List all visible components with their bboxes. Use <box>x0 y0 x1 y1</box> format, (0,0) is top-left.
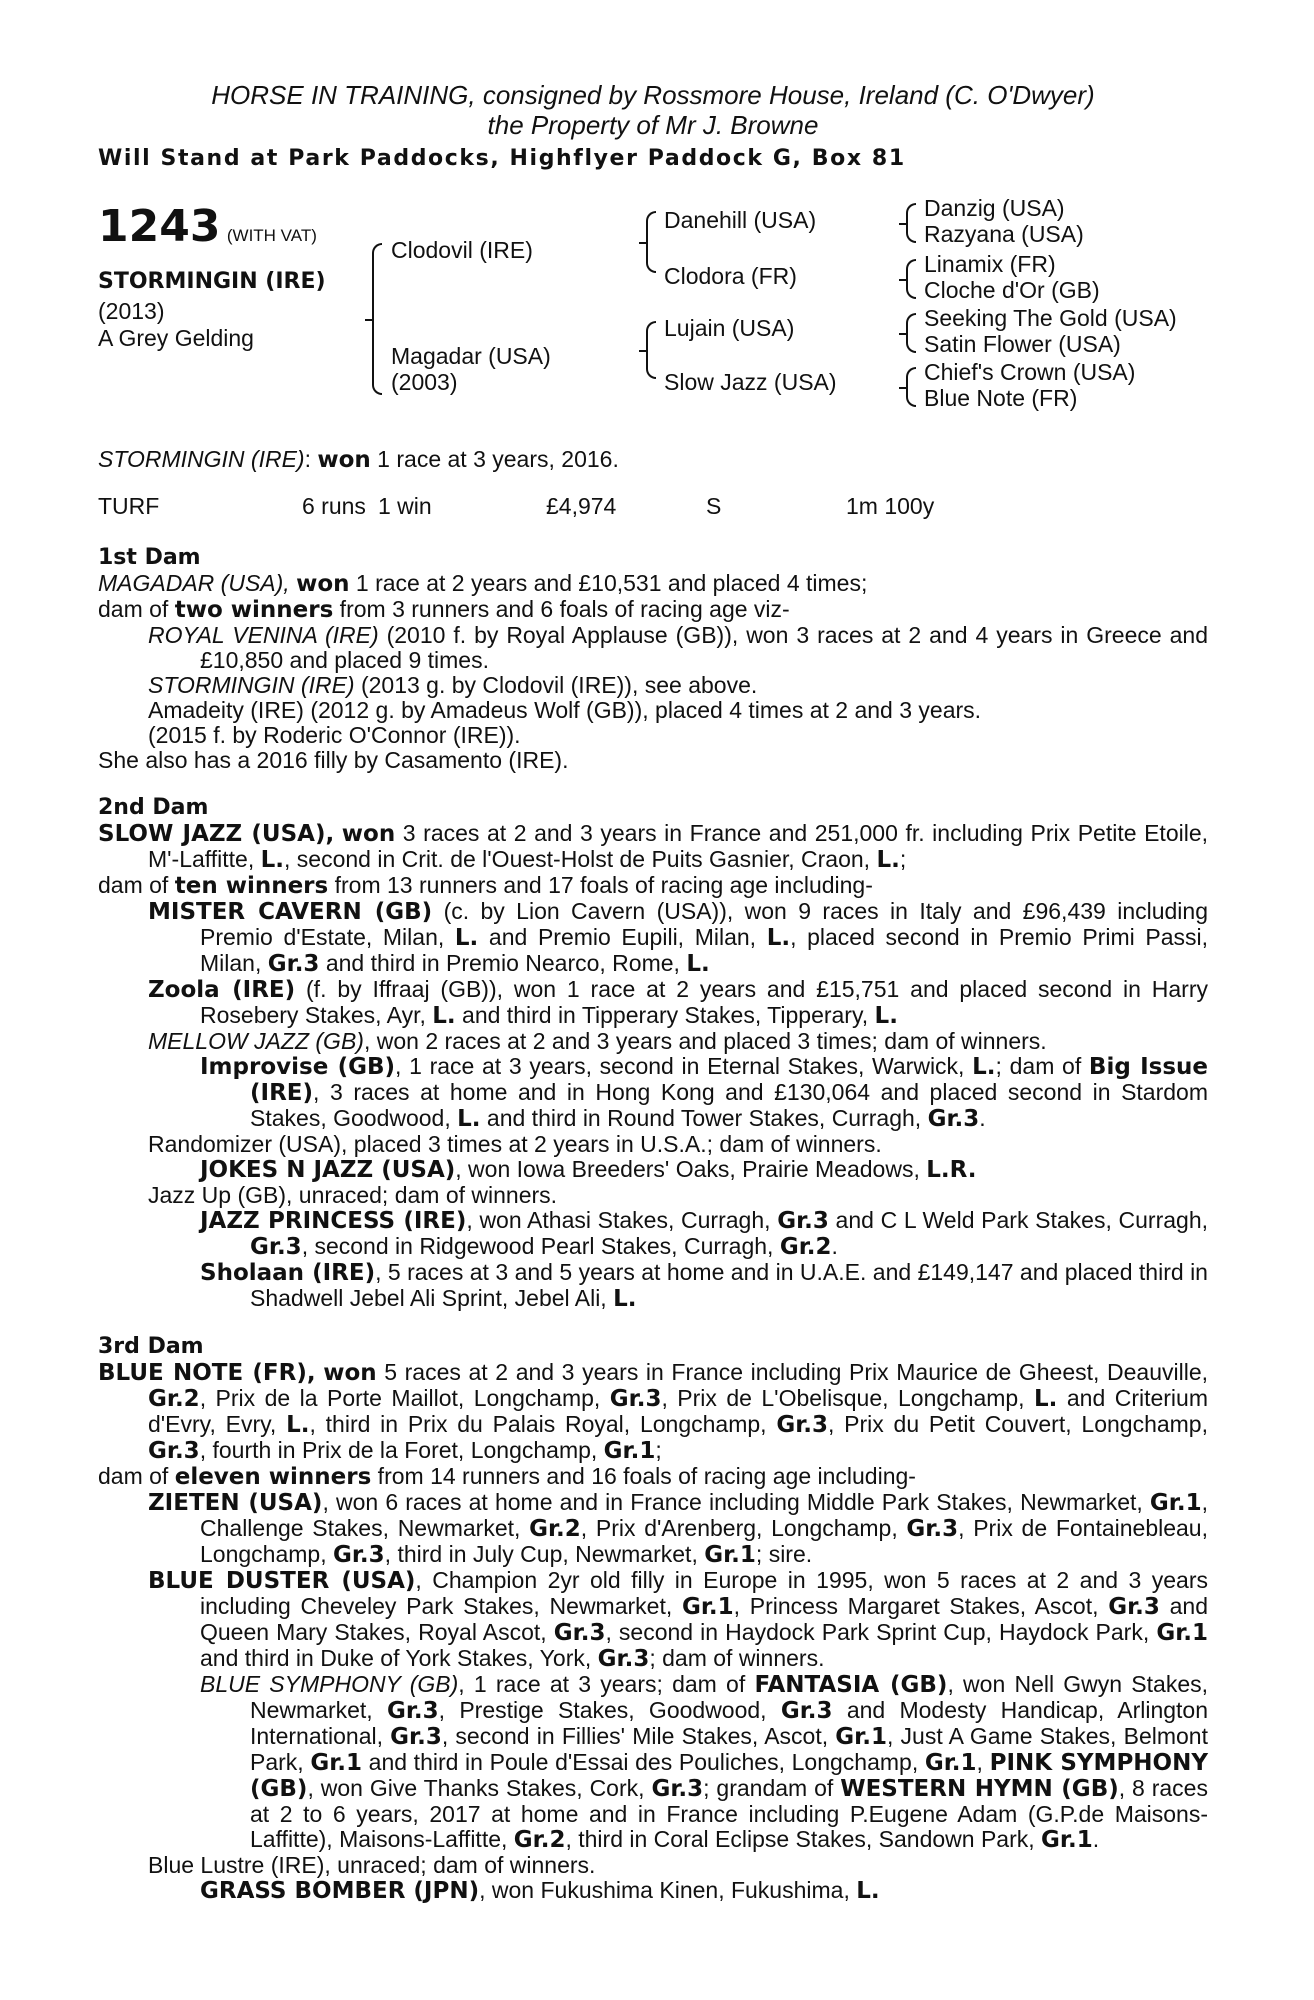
third-dam-heading: 3rd Dam <box>98 1334 204 1359</box>
pedigree-table <box>98 195 1208 441</box>
brace-ds <box>906 313 916 353</box>
race-summary: STORMINGIN (IRE): won 1 race at 3 years, 2016. <box>98 446 619 473</box>
progeny-amadeity: Amadeity (IRE) (2012 g. by Amadeus Wolf (GB)), placed 4 times at 2 and 3 years. <box>148 697 982 723</box>
horse-name: STORMINGIN (IRE) <box>98 269 326 294</box>
brace-main <box>372 243 382 395</box>
second-dam-heading: 2nd Dam <box>98 795 209 820</box>
progeny-sholaan: Sholaan (IRE), 5 races at 3 and 5 years at home and in U.A.E. and £149,147 and placed third in Shadwell Jebel Ali Sprint, Jebel Ali, L. <box>200 1259 1208 1312</box>
surface: TURF <box>98 493 160 519</box>
lot-heading <box>98 201 317 252</box>
first-dam-produce: dam of two winners from 3 runners and 6 foals of racing age viz- <box>98 596 790 623</box>
dam-sire: Lujain (USA) <box>664 315 795 341</box>
dam-dam-sire: Chief's Crown (USA) <box>924 359 1136 385</box>
progeny-blue-lustre: Blue Lustre (IRE), unraced; dam of winners. <box>148 1852 596 1878</box>
dam-dam-dam: Blue Note (FR) <box>924 385 1078 411</box>
dam-sire-dam: Satin Flower (USA) <box>924 331 1121 357</box>
catalogue-page <box>98 80 1208 1904</box>
progeny-zieten: ZIETEN (USA), won 6 races at home and in France including Middle Park Stakes, Newmarket, Gr.1, Challenge Stakes, Newmarket, Gr.2, Prix d'Arenberg, Longchamp, Gr.3, Prix de Fontainebleau, Longchamp, Gr.3, third in July Cup, Newmarket, Gr.1; sire. <box>148 1489 1208 1568</box>
progeny-improvise: Improvise (GB), 1 race at 3 years, second in Eternal Stakes, Warwick, L.; dam of Big Issue (IRE), 3 races at home and in Hong Kong and £130,064 and placed second in Stardom Stakes, Goodwood, L. and third in Round Tower Stakes, Curragh, Gr.3. <box>200 1053 1209 1132</box>
horse-year: (2013) <box>98 298 165 324</box>
brace-dam <box>646 321 656 379</box>
sire-dam: Clodora (FR) <box>664 263 797 289</box>
first-dam-record: MAGADAR (USA), won 1 race at 2 years and £10,531 and placed 4 times; <box>98 570 868 597</box>
sire-sire-dam: Razyana (USA) <box>924 221 1084 247</box>
brace-dd <box>906 367 916 407</box>
first-dam-heading: 1st Dam <box>98 545 201 570</box>
vat-note: (WITH VAT) <box>226 226 317 245</box>
third-dam-produce: dam of eleven winners from 14 runners and 16 foals of racing age including- <box>98 1463 916 1490</box>
dam-dam: Slow Jazz (USA) <box>664 369 837 395</box>
progeny-blue-duster: BLUE DUSTER (USA), Champion 2yr old filly in Europe in 1995, won 5 races at 2 and 3 years including Cheveley Park Stakes, Newmarket, Gr.1, Princess Margaret Stakes, Ascot, Gr.3 and Queen Mary Stakes, Royal Ascot, Gr.3, second in Haydock Park Sprint Cup, Haydock Park, Gr.1 and third in Duke of York Stakes, York, Gr.3; dam of winners. <box>148 1567 1209 1672</box>
progeny-blue-symphony: BLUE SYMPHONY (GB), 1 race at 3 years; dam of FANTASIA (GB), won Nell Gwyn Stakes, Newmarket, Gr.3, Prestige Stakes, Goodwood, Gr.3 and Modesty Handicap, Arlington International, Gr.3, second in Fillies' Mile Stakes, Ascot, Gr.1, Just A Game Stakes, Belmont Park, Gr.1 and third in Poule d'Essai des Pouliches, Longchamp, Gr.1, PINK SYMPHONY (GB), won Give Thanks Stakes, Cork, Gr.3; grandam of WESTERN HYMN (GB), 8 races at 2 to 6 years, 2017 at home and in France including P.Eugene Adam (G.P.de Maisons-Laffitte), Maisons-Laffitte, Gr.2, third in Coral Eclipse Stakes, Sandown Park, Gr.1. <box>200 1671 1209 1853</box>
progeny-royal-venina: ROYAL VENINA (IRE) (2010 f. by Royal Applause (GB)), won 3 races at 2 and 4 years in Greece and £10,850 and placed 9 times. <box>148 622 1208 673</box>
sire-sire-sire: Danzig (USA) <box>924 195 1065 221</box>
stabling-line: Will Stand at Park Paddocks, Highflyer Paddock G, Box 81 <box>98 146 906 171</box>
consignor-line: HORSE IN TRAINING, consigned by Rossmore House, Ireland (C. O'Dwyer) <box>211 80 1095 110</box>
progeny-jokes-n-jazz: JOKES N JAZZ (USA), won Iowa Breeders' Oaks, Prairie Meadows, L.R. <box>200 1156 977 1183</box>
sire: Clodovil (IRE) <box>391 237 533 263</box>
progeny-stormingin: STORMINGIN (IRE) (2013 g. by Clodovil (IRE)), see above. <box>148 672 758 698</box>
wins: 1 win <box>378 493 432 519</box>
turf-record <box>98 493 1208 523</box>
lot-number: 1243 <box>98 201 221 252</box>
dam-year: (2003) <box>391 369 458 395</box>
brace-sire <box>646 211 656 273</box>
distance: 1m 100y <box>846 493 935 519</box>
brace-ss <box>906 203 916 243</box>
sire-dam-dam: Cloche d'Or (GB) <box>924 277 1100 303</box>
progeny-mister-cavern: MISTER CAVERN (GB) (c. by Lion Cavern (USA)), won 9 races in Italy and £96,439 including Premio d'Estate, Milan, L. and Premio Eupili, Milan, L., placed second in Premio Primi Passi, Milan, Gr.3 and third in Premio Nearco, Rome, L. <box>148 898 1208 977</box>
progeny-jazz-princess: JAZZ PRINCESS (IRE), won Athasi Stakes, Curragh, Gr.3 and C L Weld Park Stakes, Curragh, Gr.3, second in Ridgewood Pearl Stakes, Curragh, Gr.2. <box>200 1207 1208 1260</box>
horse-description: A Grey Gelding <box>98 325 254 351</box>
second-dam-produce: dam of ten winners from 13 runners and 17 foals of racing age including- <box>98 872 873 899</box>
progeny-grass-bomber: GRASS BOMBER (JPN), won Fukushima Kinen, Fukushima, L. <box>200 1877 880 1904</box>
progeny-randomizer: Randomizer (USA), placed 3 times at 2 years in U.S.A.; dam of winners. <box>148 1131 882 1157</box>
owner-line: the Property of Mr J. Browne <box>487 110 819 140</box>
runs: 6 runs <box>302 493 366 519</box>
progeny-zoola: Zoola (IRE) (f. by Iffraaj (GB)), won 1 race at 2 years and £15,751 and placed second in Harry Rosebery Stakes, Ayr, L. and third in Tipperary Stakes, Tipperary, L. <box>148 976 1208 1029</box>
sire-dam-sire: Linamix (FR) <box>924 251 1056 277</box>
brace-sd <box>906 259 916 299</box>
progeny-2016-filly: She also has a 2016 filly by Casamento (IRE). <box>98 747 569 773</box>
going: S <box>706 493 722 519</box>
progeny-mellow-jazz: MELLOW JAZZ (GB), won 2 races at 2 and 3 years and placed 3 times; dam of winners. <box>148 1028 1047 1054</box>
dam-sire-sire: Seeking The Gold (USA) <box>924 305 1177 331</box>
second-dam-record: SLOW JAZZ (USA), won 3 races at 2 and 3 years in France and 251,000 fr. including Prix Petite Etoile, M'-Laffitte, L., second in Crit. de l'Ouest-Holst de Puits Gasnier, Craon, L.; <box>98 820 1209 873</box>
third-dam-record: BLUE NOTE (FR), won 5 races at 2 and 3 years in France including Prix Maurice de Gheest, Deauville, Gr.2, Prix de la Porte Maillot, Longchamp, Gr.3, Prix de L'Obelisque, Longchamp, L. and Criterium d'Evry, Evry, L., third in Prix du Palais Royal, Longchamp, Gr.3, Prix du Petit Couvert, Longchamp, Gr.3, fourth in Prix de la Foret, Longchamp, Gr.1; <box>98 1359 1208 1464</box>
progeny-jazz-up: Jazz Up (GB), unraced; dam of winners. <box>148 1182 558 1208</box>
dam: Magadar (USA) <box>391 343 551 369</box>
prize-money: £4,974 <box>546 493 617 519</box>
progeny-2015-filly: (2015 f. by Roderic O'Connor (IRE)). <box>148 722 521 748</box>
sire-sire: Danehill (USA) <box>664 207 817 233</box>
